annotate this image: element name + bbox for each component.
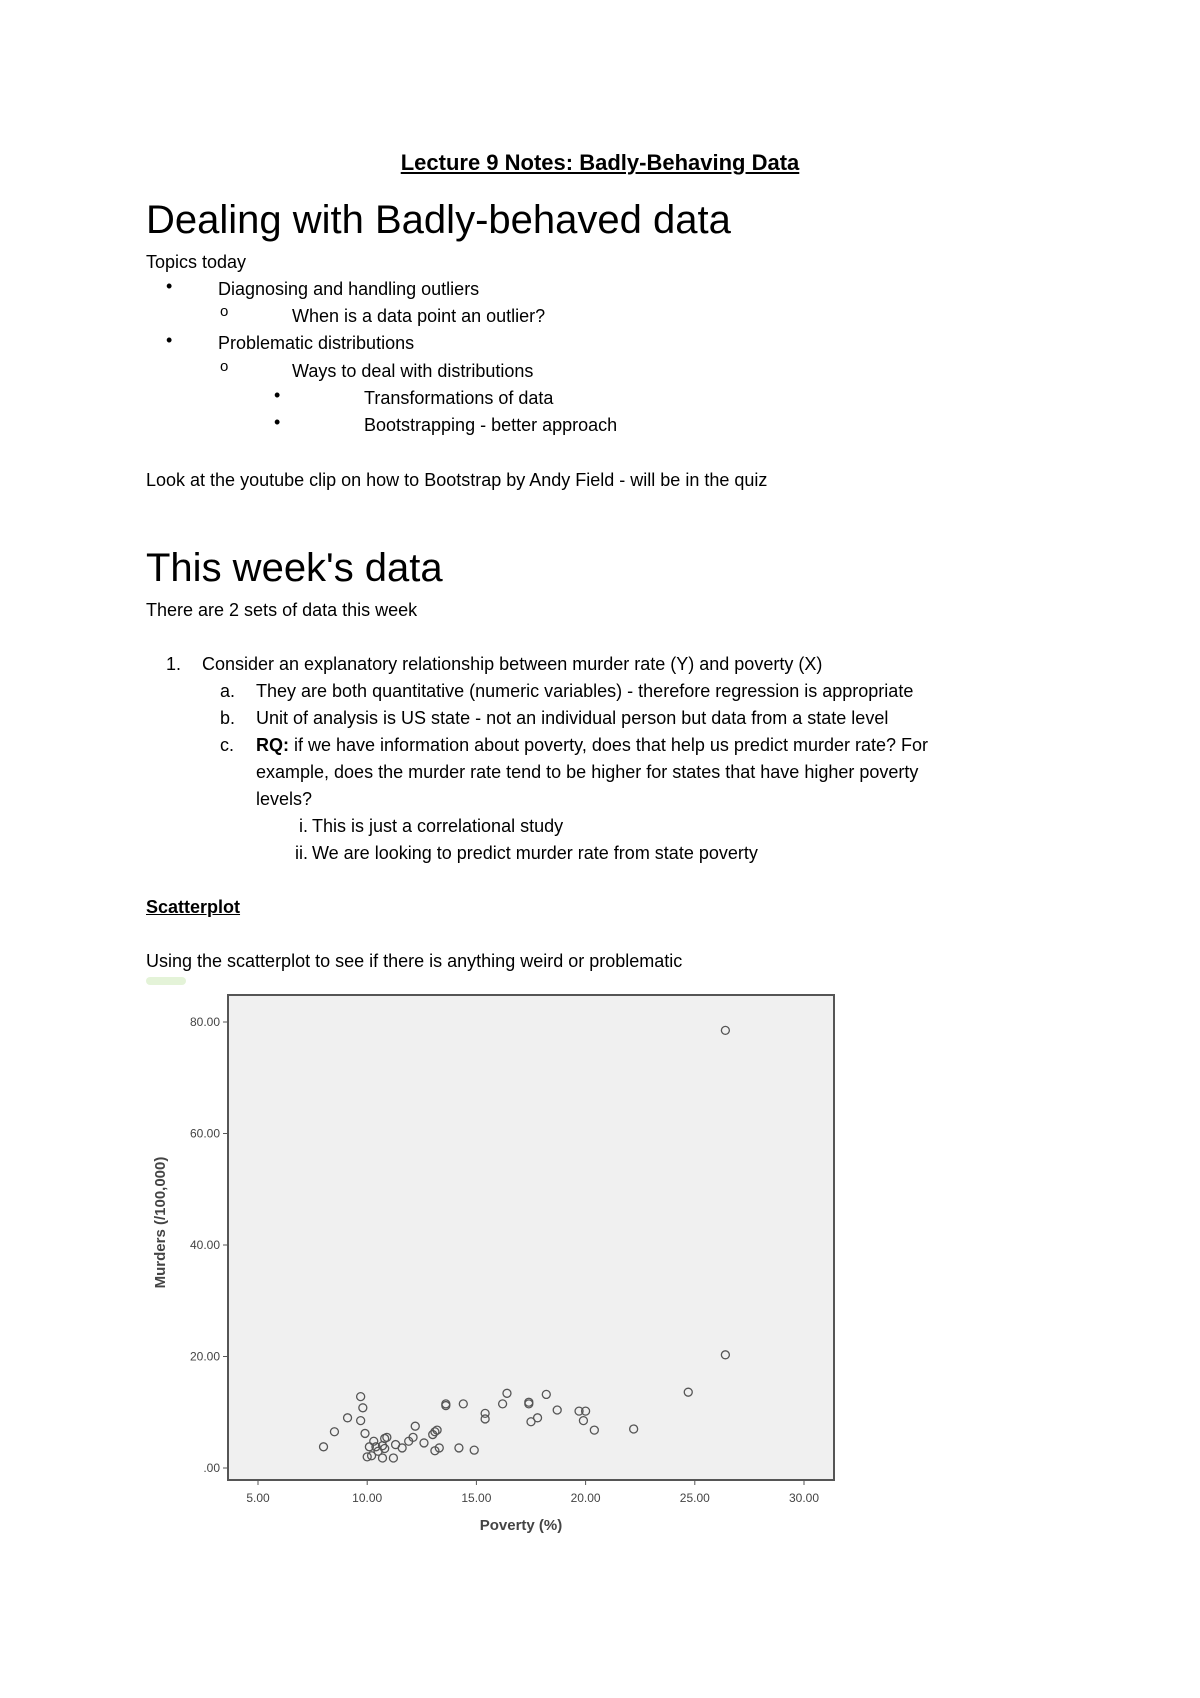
note-youtube-clip: Look at the youtube clip on how to Bootstrap by Andy Field - will be in the quiz <box>146 470 768 490</box>
heading-dealing-badly-behaved: Dealing with Badly-behaved data <box>146 198 731 242</box>
bullet-marker: • <box>166 276 173 296</box>
list-item: Consider an explanatory relationship between murder rate (Y) and poverty (X) <box>202 654 823 674</box>
y-tick-label: 20.00 <box>189 1349 220 1364</box>
list-marker: ii. <box>295 843 308 863</box>
list-item: Diagnosing and handling outliers <box>218 279 480 299</box>
list-item: When is a data point an outlier? <box>292 306 546 326</box>
heading-this-weeks-data: This week's data <box>146 546 443 590</box>
x-tick-label: 25.00 <box>679 1491 710 1505</box>
scatter-chart <box>150 985 850 1545</box>
bullet-marker: • <box>274 412 281 432</box>
topics-label: Topics today <box>146 252 247 272</box>
x-tick-label: 5.00 <box>246 1491 270 1505</box>
list-item: This is just a correlational study <box>312 816 564 836</box>
list-marker: b. <box>220 708 236 728</box>
bullet-marker: • <box>166 330 173 350</box>
y-tick-label: 80.00 <box>189 1015 220 1029</box>
list-item: They are both quantitative (numeric variables) - therefore regression is appropriate <box>256 681 914 701</box>
scatterplot-description: Using the scatterplot to see if there is anything weird or problematic <box>146 951 683 971</box>
list-marker: 1. <box>166 654 182 674</box>
x-tick-label: 20.00 <box>570 1491 601 1505</box>
list-item: Bootstrapping - better approach <box>364 415 618 435</box>
rq-text-line1: if we have information about poverty, does that help us predict murder rate? For <box>289 735 928 755</box>
list-item: Unit of analysis is US state - not an individual person but data from a state level <box>256 708 889 728</box>
x-axis-label: Poverty (%) <box>479 1517 563 1534</box>
list-item-rq <box>256 735 928 756</box>
list-item: We are looking to predict murder rate from state poverty <box>312 843 758 863</box>
bullet-marker: o <box>220 303 229 320</box>
x-tick-label: 15.00 <box>461 1491 492 1505</box>
list-marker: c. <box>220 735 235 755</box>
y-axis-label: Murders (/100,000) <box>152 1156 169 1289</box>
bullet-marker: • <box>274 385 281 405</box>
highlight-mark <box>146 977 186 985</box>
y-tick-label: .00 <box>203 1461 220 1475</box>
rq-label: RQ: <box>256 735 289 755</box>
bullet-marker: o <box>220 358 229 375</box>
page-title: Lecture 9 Notes: Badly-Behaving Data <box>400 150 800 175</box>
y-tick-label: 60.00 <box>189 1126 220 1141</box>
rq-text-line3: levels? <box>256 789 313 809</box>
intro-text: There are 2 sets of data this week <box>146 600 418 620</box>
scatterplot-heading: Scatterplot <box>146 897 241 917</box>
x-tick-label: 10.00 <box>352 1491 383 1505</box>
list-marker: i. <box>299 816 308 836</box>
list-item: Ways to deal with distributions <box>292 361 534 381</box>
list-marker: a. <box>220 681 236 701</box>
list-item: Transformations of data <box>364 388 554 408</box>
y-tick-label: 40.00 <box>189 1238 220 1252</box>
rq-text-line2: example, does the murder rate tend to be higher for states that have higher poverty <box>256 762 919 782</box>
list-item: Problematic distributions <box>218 333 415 353</box>
x-tick-label: 30.00 <box>788 1491 820 1505</box>
